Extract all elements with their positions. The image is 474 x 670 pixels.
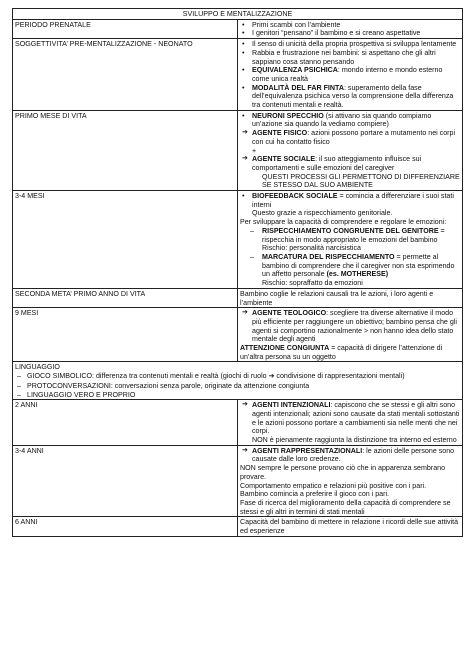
text-line: NON sempre le persone provano ciò che in apparenza sembrano provare. <box>240 464 446 481</box>
dash-icon: – <box>17 381 21 390</box>
bullet-icon: • <box>242 48 245 57</box>
list-item: – MARCATURA DEL RISPECCHIAMENTO = permette al bambino di comprendere che il caregiver non sta esprimendo un affetto personale (es. MOTHERESE) <box>250 252 455 279</box>
table-row <box>13 308 463 362</box>
table-row <box>13 517 463 536</box>
list-item: ➔ AGENTE FISICO: azioni possono portare a mutamento nei corpi con cui ha contatto fisico <box>242 129 456 146</box>
list-item: • MODALITÀ DEL FAR FINTA: superamento della fase dell’equivalenza psichica verso la comprensione della differenza tra contenuti mentali e realtà. <box>242 83 454 110</box>
list-item: – GIOCO SIMBOLICO: differenza tra contenuti mentali e realtà (giochi di ruolo ➔ condivisione di rappresentazioni mentali) <box>17 372 405 381</box>
row-label: PERIODO PRENATALE <box>13 19 238 38</box>
text-line: Fase di ricerca del miglioramento della capacità di comprendere se stessi e gli altri in termini di stati mentali <box>240 498 451 516</box>
title-row <box>13 9 463 20</box>
dash-icon: – <box>250 252 254 261</box>
row-label: 9 MESI <box>13 308 238 362</box>
list-item: – PROTOCONVERSAZIONI: conversazioni senza parole, originate da attenzione congiunta <box>17 381 310 390</box>
arrow-right-icon: ➔ <box>242 446 248 454</box>
risk-line: Rischio: sopraffatto da emozioni <box>262 279 363 288</box>
bullet-icon: • <box>242 40 245 49</box>
text-line: ATTENZIONE CONGIUNTA = capacità di dirigere l’attenzione di un’altra persona su un oggetto <box>240 344 443 361</box>
row-label: 3-4 ANNI <box>13 445 238 517</box>
table-row <box>13 362 463 400</box>
bullet-icon: • <box>242 29 245 38</box>
row-label: PRIMO MESE DI VITA <box>13 110 238 190</box>
risk-line: Rischio: personalità narcisistica <box>262 244 361 253</box>
table-row <box>13 191 463 289</box>
list-item: • EQUIVALENZA PSICHICA: mondo interno e mondo esterno come unica realtà <box>242 66 443 83</box>
arrow-right-icon: ➔ <box>242 401 248 409</box>
bullet-icon: • <box>242 111 245 120</box>
row-label: SECONDA META’ PRIMO ANNO DI VITA <box>13 288 238 307</box>
row-content <box>238 400 463 446</box>
list-item: – RISPECCHIAMENTO CONGRUENTE DEL GENITORE = rispecchia in modo appropriato le emozioni del bambino <box>250 226 445 244</box>
dash-icon: – <box>17 372 21 381</box>
list-item: • Il senso di unicità della propria prospettiva si sviluppa lentamente <box>242 40 457 49</box>
row-content: Bambino coglie le relazioni causali tra le azioni, i loro agenti e l’ambiente <box>238 288 463 307</box>
text-line: NON è pienamente raggiunta la distinzione tra interno ed esterno <box>252 436 457 445</box>
row-content <box>238 39 463 111</box>
text-line: Bambino comincia a preferire il gioco con i pari. <box>240 490 390 499</box>
list-item: • NEURONI SPECCHIO (si attivano sia quando compiamo un’azione sia quando la vediamo compiere) <box>242 111 432 129</box>
row-content <box>238 191 463 289</box>
table-row <box>13 110 463 190</box>
arrow-right-icon: ➔ <box>242 309 248 317</box>
list-item: • Primi scambi con l’ambiente <box>242 20 341 29</box>
row-label: LINGUAGGIO <box>15 363 60 372</box>
row-content: Capacità del bambino di mettere in relazione i ricordi delle sue attività ed esperienze <box>238 517 463 536</box>
table-row <box>13 400 463 446</box>
row-content <box>238 19 463 38</box>
row-content <box>238 110 463 190</box>
continuation-line: Questo grazie a rispecchiamento genitoriale. <box>252 209 393 218</box>
document-title: SVILUPPO E MENTALIZZAZIONE <box>13 9 463 20</box>
bullet-icon: • <box>242 192 245 201</box>
arrow-right-icon: ➔ <box>242 129 248 137</box>
list-item: – LINGUAGGIO VERO E PROPRIO <box>17 390 136 399</box>
arrow-right-icon: ➔ <box>242 155 248 163</box>
table-row <box>13 445 463 517</box>
summary-line: QUESTI PROCESSI GLI PERMETTONO DI DIFFERENZIARE SE STESSO DAL SUO AMBIENTE <box>262 172 460 190</box>
row-content <box>238 308 463 362</box>
list-item: ➔ AGENTI INTENZIONALI: capiscono che se stessi e gli altri sono agenti intenzionali; azioni sono causate da stati mentali sottostanti e le azioni possono portare a cambiamenti sia nelle menti che nei corpi. <box>242 401 460 436</box>
dash-icon: – <box>250 226 254 235</box>
bullet-icon: • <box>242 83 245 92</box>
table-row <box>13 39 463 111</box>
intro-line: Per sviluppare la capacità di comprendere e regolare le emozioni: <box>240 218 447 227</box>
row-label: 6 ANNI <box>13 517 238 536</box>
list-item: ➔ AGENTE TEOLOGICO: scegliere tra diverse alternative il modo più efficiente per raggiungere un obiettivo; bambino pensa che gli agenti si comportino razionalmente > non hanno idea dello stato mentale degli agenti <box>242 309 457 344</box>
development-table <box>12 8 463 537</box>
bullet-icon: • <box>242 20 245 29</box>
text-line: Comportamento empatico e relazioni più positive con i pari. <box>240 481 427 490</box>
plus-sign: + <box>252 146 257 155</box>
list-item: • BIOFEEDBACK SOCIALE = comincia a differenziare i suoi stati interni <box>242 192 454 209</box>
list-item: ➔ AGENTE SOCIALE: il suo atteggiamento influisce sui comportamenti e sulle emozioni del caregiver <box>242 155 422 172</box>
row-label: SOGGETTIVITA’ PRE-MENTALIZZAZIONE - NEONATO <box>13 39 238 111</box>
row-content <box>13 362 463 400</box>
dash-icon: – <box>17 390 21 399</box>
table-row <box>13 19 463 38</box>
list-item: • Rabbia e frustrazione nei bambini: si aspettano che gli altri sappiano cosa stanno pensando <box>242 48 436 66</box>
arrow-right-icon: ➔ <box>268 373 275 381</box>
table-row <box>13 288 463 307</box>
bullet-icon: • <box>242 66 245 75</box>
row-label: 2 ANNI <box>13 400 238 446</box>
list-item: ➔ AGENTI RAPPRESENTAZIONALI: le azioni delle persone sono causate dalle loro credenze. <box>242 446 455 464</box>
row-content <box>238 445 463 517</box>
row-label: 3-4 MESI <box>13 191 238 289</box>
list-item: • I genitori “pensano” il bambino e si creano aspettative <box>242 29 421 38</box>
